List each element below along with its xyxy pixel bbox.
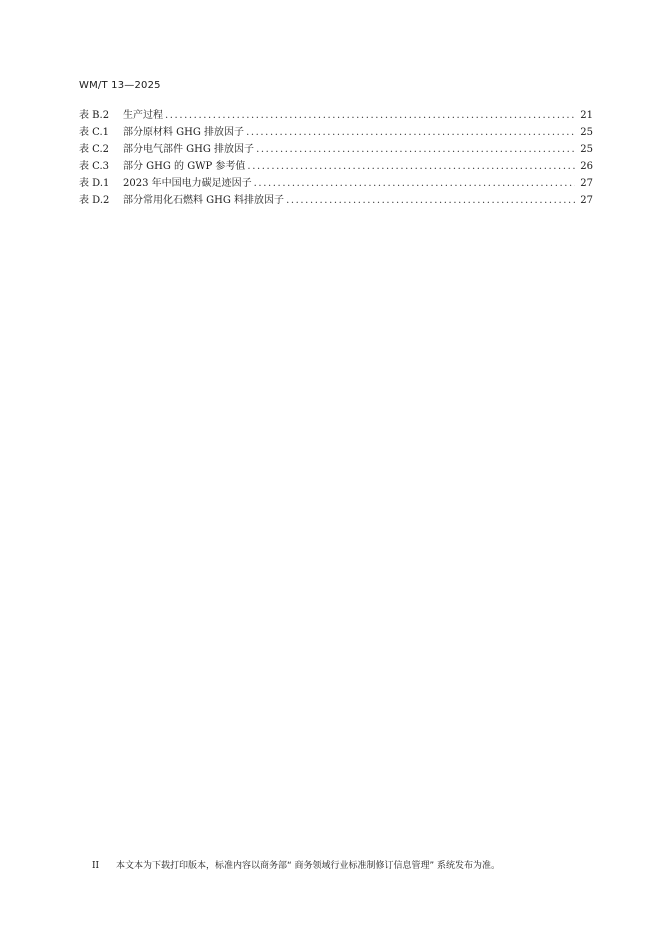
toc-entry-title: 部分 GHG 的 GWP 参考值 xyxy=(123,161,246,172)
toc-leader-dots xyxy=(246,124,575,141)
toc-leader-dots xyxy=(286,192,575,209)
toc-leader-dots xyxy=(256,141,575,158)
footer-notice: 本文本为下载打印版本，标准内容以商务部“ 商务领域行业标准制修订信息管理” 系统发布为准。 xyxy=(116,861,501,871)
toc-entry-label: 表 C.2 xyxy=(79,144,110,155)
toc-entry-label: 表 D.2 xyxy=(79,195,110,206)
toc-entry[interactable] xyxy=(79,175,593,192)
toc-entry-page: 27 xyxy=(580,178,593,189)
toc-leader-dots xyxy=(165,107,575,124)
toc-entry-title: 部分电气部件 GHG 排放因子 xyxy=(123,144,255,155)
toc-entry-label: 表 B.2 xyxy=(79,110,110,121)
toc-entry-page: 27 xyxy=(580,195,593,206)
toc-entry[interactable] xyxy=(79,141,593,158)
toc-entry-title: 2023 年中国电力碳足迹因子 xyxy=(123,178,252,189)
toc-entry-page: 25 xyxy=(580,144,593,155)
toc-entry[interactable] xyxy=(79,158,593,175)
toc-entry-title: 部分原材料 GHG 排放因子 xyxy=(123,127,245,138)
toc-entry-title: 部分常用化石燃料 GHG 料排放因子 xyxy=(123,195,285,206)
toc-entry-label: 表 C.3 xyxy=(79,161,110,172)
footer-page-number: II xyxy=(92,861,100,871)
table-of-contents xyxy=(79,107,593,209)
toc-entry-label: 表 C.1 xyxy=(79,127,110,138)
toc-entry-page: 25 xyxy=(580,127,593,138)
toc-entry-title: 生产过程 xyxy=(123,110,163,121)
toc-entry-label: 表 D.1 xyxy=(79,178,110,189)
document-code: WM/T 13—2025 xyxy=(79,80,161,91)
toc-entry[interactable] xyxy=(79,107,593,124)
toc-entry-page: 21 xyxy=(580,110,593,121)
page-footer xyxy=(92,858,500,871)
toc-leader-dots xyxy=(254,175,575,192)
toc-entry-page: 26 xyxy=(580,161,593,172)
toc-entry[interactable] xyxy=(79,124,593,141)
toc-entry[interactable] xyxy=(79,192,593,209)
toc-leader-dots xyxy=(247,158,575,175)
